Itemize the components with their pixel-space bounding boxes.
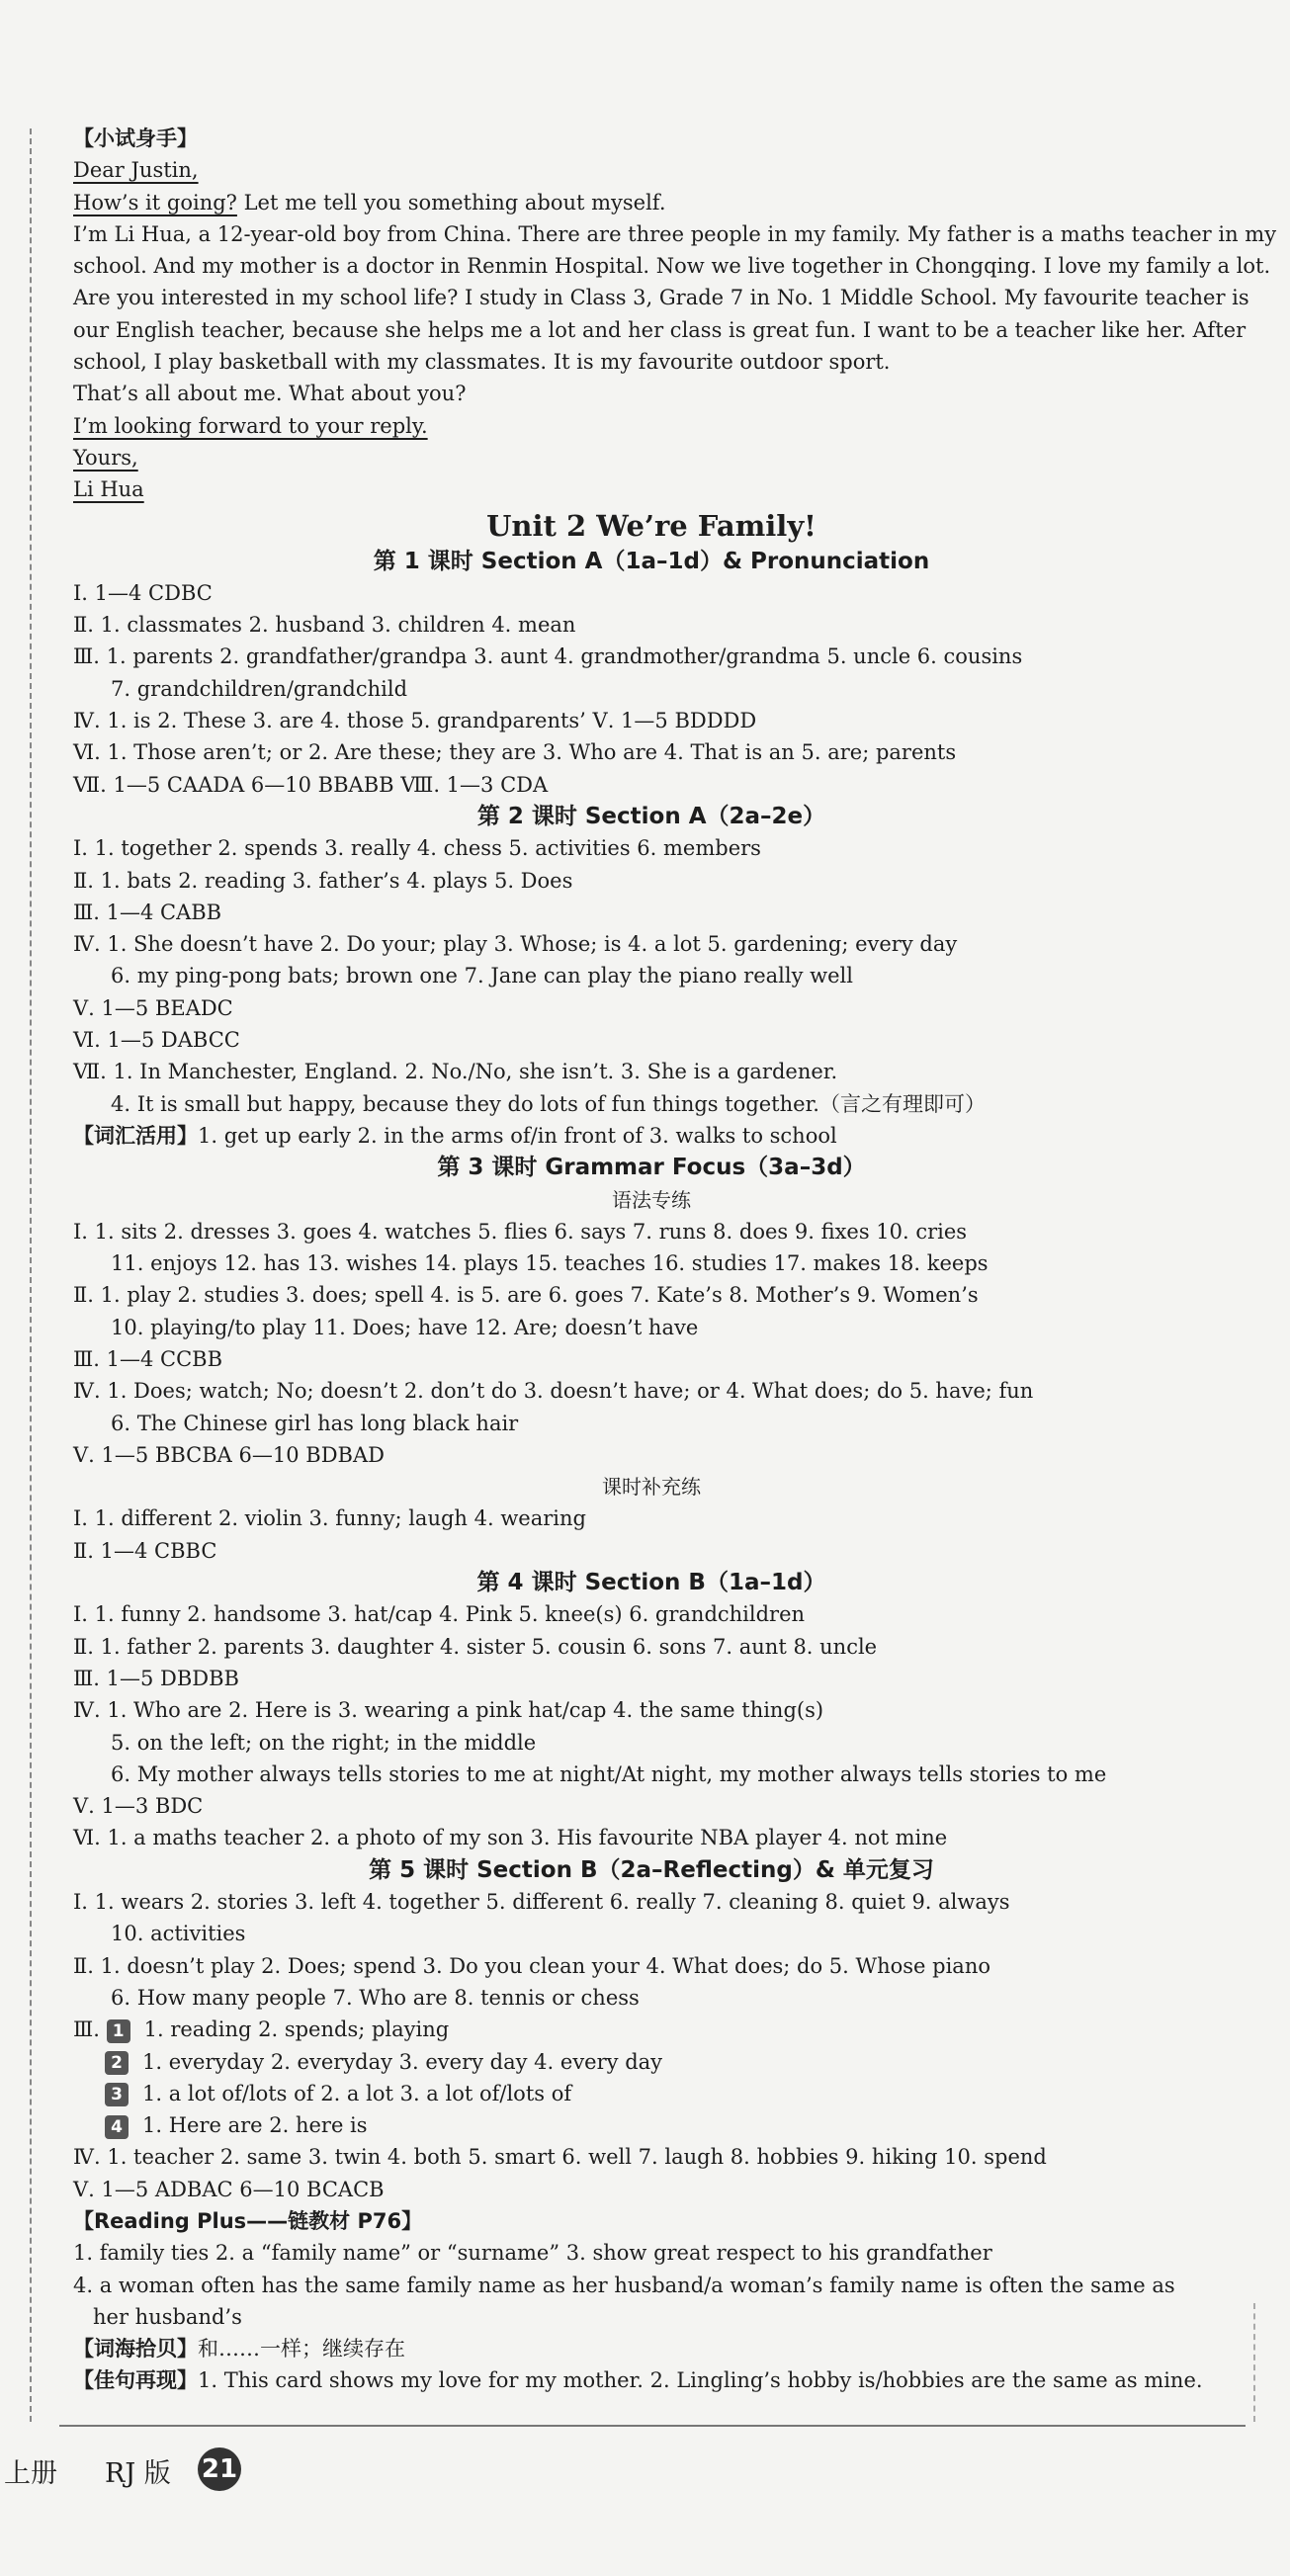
answer-line: Ⅱ. 1. bats 2. reading 3. father’s 4. plays 5. Does bbox=[73, 868, 573, 893]
letter-body-line: school. And my mother is a doctor in Renmin Hospital. Now we live together in Chongqing. I love my family a lot. bbox=[73, 254, 1271, 279]
answer-line: Ⅱ. 1. father 2. parents 3. daughter 4. sister 5. cousin 6. sons 7. aunt 8. uncle bbox=[73, 1634, 878, 1659]
left-dashed-rule bbox=[30, 129, 32, 2422]
answer-line: Ⅰ. 1. together 2. spends 3. really 4. chess 5. activities 6. members bbox=[73, 836, 761, 861]
answer-line: Ⅲ. 1. parents 2. grandfather/grandpa 3. aunt 4. grandmother/grandma 5. uncle 6. cousins bbox=[73, 644, 1023, 669]
answer-line: 4. It is small but happy, because they do lots of fun things together.（言之有理即可） bbox=[111, 1091, 986, 1116]
answer-line: her husband’s bbox=[93, 2304, 242, 2329]
page-number: 21 bbox=[198, 2447, 241, 2491]
answer-line: Ⅳ. 1. Who are 2. Here is 3. wearing a pink hat/cap 4. the same thing(s) bbox=[73, 1698, 824, 1723]
letter-closing-line: I’m looking forward to your reply. bbox=[73, 413, 428, 438]
answer-line: 11. enjoys 12. has 13. wishes 14. plays 15. teaches 16. studies 17. makes 18. keeps bbox=[111, 1251, 989, 1276]
lesson-1-title: 第 1 课时 Section A（1a–1d）& Pronunciation bbox=[373, 548, 930, 574]
letter-body-line: That’s all about me. What about you? bbox=[73, 382, 467, 406]
letter-body-line: our English teacher, because she helps me a lot and her class is great fun. I want to be a teacher like her. After bbox=[73, 317, 1247, 342]
answer-line: 6. My mother always tells stories to me at night/At night, my mother always tells stories to me bbox=[111, 1761, 1107, 1786]
answer-line: Ⅲ. 1—4 CABB bbox=[73, 900, 222, 924]
answer-line: Ⅴ. 1—5 ADBAC 6—10 BCACB bbox=[73, 2177, 385, 2201]
volume-label: 上册 bbox=[4, 2458, 57, 2489]
answer-line: Ⅱ. 1—4 CBBC bbox=[73, 1538, 217, 1563]
answer-line: Ⅱ. 1. play 2. studies 3. does; spell 4. is 5. are 6. goes 7. Kate’s 8. Mother’s 9. Women’s bbox=[73, 1283, 979, 1308]
word-sea-tag: 【词海拾贝】 bbox=[73, 2337, 198, 2361]
lesson-5-title: 第 5 课时 Section B（2a–Reflecting）& 单元复习 bbox=[369, 1856, 934, 1883]
number-badge: 4 bbox=[105, 2115, 129, 2139]
answer-line: 5. on the left; on the right; in the middle bbox=[111, 1730, 537, 1755]
good-sentence-tag: 【佳句再现】 bbox=[73, 2368, 198, 2393]
word-sea-answer: 和……一样；继续存在 bbox=[198, 2337, 405, 2361]
answer-text: 1. Here are 2. here is bbox=[142, 2113, 368, 2138]
letter-tag: 【小试身手】 bbox=[73, 127, 198, 150]
answer-line: 6. How many people 7. Who are 8. tennis or chess bbox=[111, 1985, 640, 2010]
answer-line: Ⅱ. 1. doesn’t play 2. Does; spend 3. Do you clean your 4. What does; do 5. Whose piano bbox=[73, 1953, 990, 1978]
answer-line: 7. grandchildren/grandchild bbox=[111, 676, 408, 701]
answer-line: Ⅰ. 1. sits 2. dresses 3. goes 4. watches 5. flies 6. says 7. runs 8. does 9. fixes 10. cries bbox=[73, 1219, 968, 1244]
answer-line: 4. a woman often has the same family name as her husband/a woman’s family name is often the same as bbox=[73, 2273, 1175, 2297]
section-number: Ⅲ. bbox=[73, 2018, 100, 2042]
letter-salutation: Dear Justin, bbox=[73, 158, 199, 183]
answer-line: Ⅳ. 1. Does; watch; No; doesn’t 2. don’t do 3. doesn’t have; or 4. What does; do 5. have; fun bbox=[73, 1379, 1034, 1404]
letter-opener-rest: Let me tell you something about myself. bbox=[236, 190, 666, 215]
footer-rule bbox=[59, 2425, 1246, 2427]
letter-body-line: school, I play basketball with my classmates. It is my favourite outdoor sport. bbox=[73, 350, 891, 375]
answer-text: 1. everyday 2. everyday 3. every day 4. every day bbox=[142, 2049, 663, 2074]
answer-line: Ⅳ. 1. She doesn’t have 2. Do your; play 3. Whose; is 4. a lot 5. gardening; every day bbox=[73, 932, 958, 957]
number-badge: 1 bbox=[107, 2019, 130, 2043]
answer-line: Ⅴ. 1—5 BEADC bbox=[73, 995, 233, 1020]
answer-line: Ⅳ. 1. teacher 2. same 3. twin 4. both 5. smart 6. well 7. laugh 8. hobbies 9. hiking 10. spend bbox=[73, 2145, 1047, 2170]
answer-line: Ⅰ. 1. wears 2. stories 3. left 4. together 5. different 6. really 7. cleaning 8. quiet 9. always bbox=[73, 1890, 1010, 1915]
supplement-heading: 课时补充练 bbox=[602, 1475, 701, 1500]
vocab-answers: 1. get up early 2. in the arms of/in front of 3. walks to school bbox=[198, 1123, 837, 1148]
letter-body-line: Are you interested in my school life? I study in Class 3, Grade 7 in No. 1 Middle School. My favourite teacher is bbox=[73, 286, 1249, 310]
answer-line: Ⅲ. 1—5 DBDBB bbox=[73, 1666, 239, 1690]
good-sentence-answer: 1. This card shows my love for my mother. 2. Lingling’s hobby is/hobbies are the same as mine. bbox=[198, 2368, 1203, 2393]
letter-opener: How’s it going? bbox=[73, 190, 237, 215]
answer-line: Ⅶ. 1—5 CAADA 6—10 BBABB Ⅷ. 1—3 CDA bbox=[73, 772, 549, 797]
answer-text: 1. reading 2. spends; playing bbox=[143, 2018, 450, 2042]
reading-plus-tag: 【Reading Plus——链教材 P76】 bbox=[73, 2209, 423, 2233]
letter-signature: Li Hua bbox=[73, 477, 144, 502]
answer-line: 10. activities bbox=[111, 1922, 246, 1946]
answer-line: Ⅳ. 1. is 2. These 3. are 4. those 5. grandparents’ Ⅴ. 1—5 BDDDD bbox=[73, 709, 757, 733]
answer-line: Ⅵ. 1. a maths teacher 2. a photo of my son 3. His favourite NBA player 4. not mine bbox=[73, 1826, 948, 1850]
answer-line: 6. my ping-pong bats; brown one 7. Jane can play the piano really well bbox=[111, 964, 853, 988]
unit-title: Unit 2 We’re Family! bbox=[486, 508, 817, 543]
answer-line: Ⅵ. 1. Those aren’t; or 2. Are these; they are 3. Who are 4. That is an 5. are; parents bbox=[73, 740, 957, 765]
lesson-4-title: 第 4 课时 Section B（1a–1d） bbox=[476, 1570, 826, 1596]
lesson-2-title: 第 2 课时 Section A（2a–2e） bbox=[476, 803, 826, 829]
answer-line: Ⅰ. 1—4 CDBC bbox=[73, 580, 213, 605]
answer-line: Ⅵ. 1—5 DABCC bbox=[73, 1028, 240, 1053]
number-badge: 2 bbox=[105, 2051, 129, 2075]
answer-line: Ⅶ. 1. In Manchester, England. 2. No./No, she isn’t. 3. She is a gardener. bbox=[73, 1060, 838, 1084]
letter-sign-off: Yours, bbox=[73, 445, 138, 470]
content-column bbox=[73, 123, 1277, 2397]
answer-line: 6. The Chinese girl has long black hair bbox=[111, 1411, 519, 1435]
letter-body-line: I’m Li Hua, a 12-year-old boy from China. There are three people in my family. My father is a maths teacher in my bbox=[73, 221, 1277, 246]
right-dashed-rule bbox=[1253, 2303, 1255, 2422]
answer-line: 1. family ties 2. a “family name” or “surname” 3. show great respect to his grandfather bbox=[73, 2241, 992, 2266]
answer-line: 10. playing/to play 11. Does; have 12. Are; doesn’t have bbox=[111, 1315, 699, 1339]
page-footer bbox=[0, 2447, 395, 2487]
grammar-drill-heading: 语法专练 bbox=[612, 1187, 691, 1212]
answer-line: Ⅴ. 1—5 BBCBA 6—10 BDBAD bbox=[73, 1442, 385, 1467]
answer-line: Ⅲ. 1—4 CCBB bbox=[73, 1346, 222, 1371]
number-badge: 3 bbox=[105, 2083, 129, 2106]
answer-text: 1. a lot of/lots of 2. a lot 3. a lot of/lots of bbox=[142, 2081, 572, 2105]
answer-line: Ⅱ. 1. classmates 2. husband 3. children 4. mean bbox=[73, 613, 576, 638]
answer-line: Ⅴ. 1—3 BDC bbox=[73, 1794, 204, 1819]
lesson-3-title: 第 3 课时 Grammar Focus（3a–3d） bbox=[437, 1155, 866, 1181]
answer-line: Ⅰ. 1. different 2. violin 3. funny; laugh 4. wearing bbox=[73, 1506, 586, 1531]
vocab-tag: 【词汇活用】 bbox=[73, 1123, 198, 1148]
answer-line: Ⅰ. 1. funny 2. handsome 3. hat/cap 4. Pink 5. knee(s) 6. grandchildren bbox=[73, 1602, 806, 1627]
edition-label: RJ 版 bbox=[105, 2458, 171, 2489]
